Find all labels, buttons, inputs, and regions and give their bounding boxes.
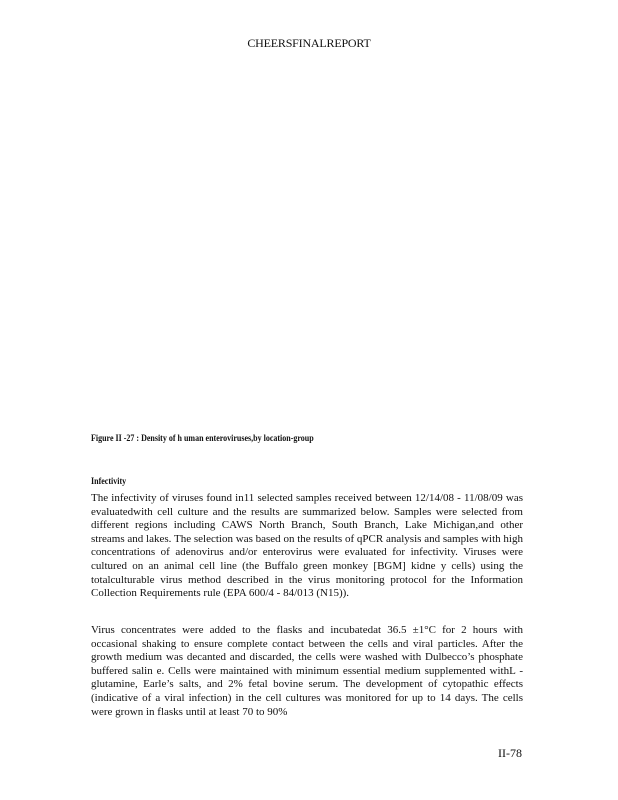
- paragraph-infectivity-intro: The infectivity of viruses found in11 selected samples received between 12/14/08 - 11/08/09 was evaluatedwith cell culture and the results are summarized below. Samples were selected from different regions including CAWS North Branch, South Branch, Lake Michigan,and other streams and lakes. The selection was based on the results of qPCR analysis and samples with high concentrations of adenovirus and/or enterovirus were evaluated for infectivity. Viruses were cultured on an animal cell line (the Buffalo green monkey [BGM] kidne y cells) using the totalculturable virus method described in the virus monitoring protocol for the Information Collection Requirements rule (EPA 600/4 - 84/013 (N15)).: [91, 492, 523, 600]
- figure-caption: Figure II -27 : Density of h uman enteroviruses,by location-group: [91, 433, 314, 444]
- paragraph-virus-concentrates: Virus concentrates were added to the flasks and incubatedat 36.5 ±1°C for 2 hours with occasional shaking to ensure complete contact between the cells and viral particles. After the growth medium was decanted and discarded, the cells were washed with Dulbecco’s phosphate buffered salin e. Cells were maintained with minimum essential medium supplemented withL -glutamine, Earle’s salts, and 2% fetal bovine serum. The development of cytopathic effects (indicative of a viral infection) in the cell cultures was monitored for up to 14 days. The cells were grown in flasks until at least 70 to 90%: [91, 624, 523, 718]
- figure-placeholder: [90, 62, 528, 422]
- section-heading-infectivity: Infectivity: [91, 476, 127, 487]
- running-header-title: CHEERSFINALREPORT: [247, 36, 371, 50]
- page-number: II-78: [498, 746, 522, 760]
